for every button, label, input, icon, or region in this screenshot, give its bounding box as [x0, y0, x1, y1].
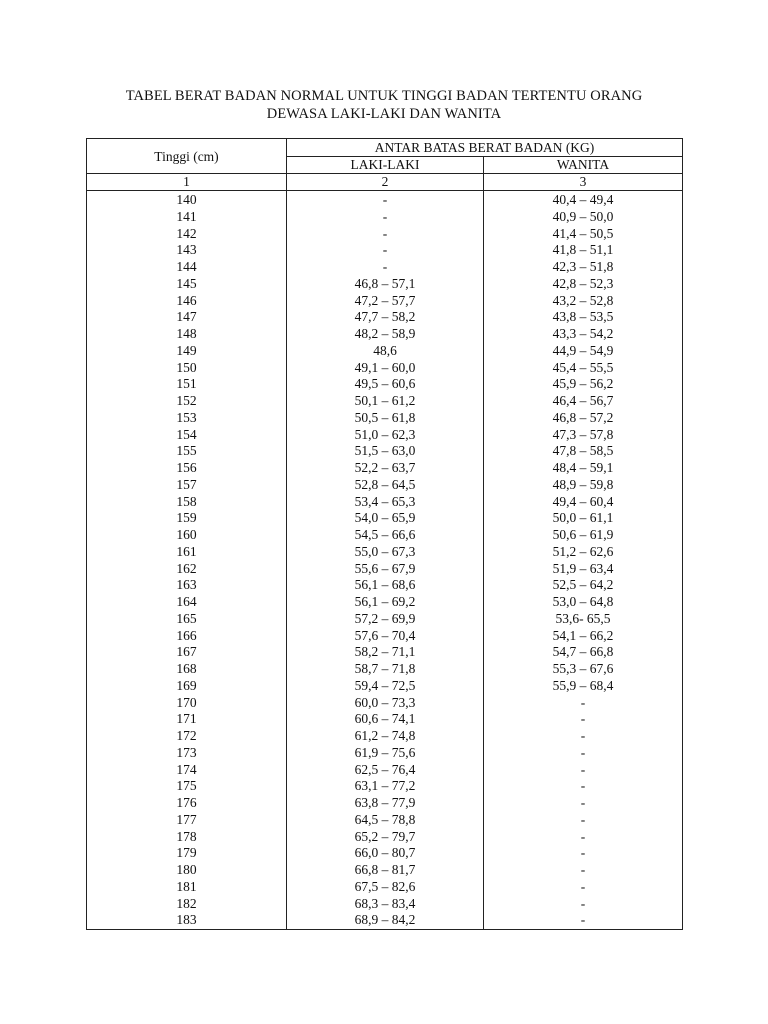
cell-female-range: - — [484, 862, 683, 879]
cell-height: 171 — [87, 711, 287, 728]
cell-female-range: 41,8 – 51,1 — [484, 242, 683, 259]
cell-height: 172 — [87, 728, 287, 745]
cell-male-range: 57,6 – 70,4 — [287, 628, 484, 645]
cell-height: 168 — [87, 661, 287, 678]
cell-female-range: 43,3 – 54,2 — [484, 326, 683, 343]
cell-height: 159 — [87, 510, 287, 527]
cell-female-range: - — [484, 795, 683, 812]
table-row — [87, 711, 683, 728]
cell-male-range: 57,2 – 69,9 — [287, 611, 484, 628]
cell-male-range: 62,5 – 76,4 — [287, 762, 484, 779]
cell-male-range: - — [287, 259, 484, 276]
table-row — [87, 293, 683, 310]
cell-height: 181 — [87, 879, 287, 896]
cell-male-range: 68,9 – 84,2 — [287, 912, 484, 929]
cell-height: 176 — [87, 795, 287, 812]
cell-male-range: 60,6 – 74,1 — [287, 711, 484, 728]
cell-height: 160 — [87, 527, 287, 544]
cell-height: 173 — [87, 745, 287, 762]
cell-height: 178 — [87, 829, 287, 846]
cell-female-range: 54,1 – 66,2 — [484, 628, 683, 645]
cell-female-range: 45,4 – 55,5 — [484, 360, 683, 377]
table-row — [87, 678, 683, 695]
table-row — [87, 778, 683, 795]
cell-height: 167 — [87, 644, 287, 661]
cell-male-range: 68,3 – 83,4 — [287, 896, 484, 913]
cell-female-range: 49,4 – 60,4 — [484, 494, 683, 511]
cell-female-range: 48,9 – 59,8 — [484, 477, 683, 494]
cell-female-range: - — [484, 896, 683, 913]
cell-female-range: 52,5 – 64,2 — [484, 577, 683, 594]
cell-height: 156 — [87, 460, 287, 477]
table-row — [87, 829, 683, 846]
cell-height: 162 — [87, 561, 287, 578]
cell-female-range: - — [484, 711, 683, 728]
cell-height: 144 — [87, 259, 287, 276]
cell-male-range: 46,8 – 57,1 — [287, 276, 484, 293]
cell-height: 157 — [87, 477, 287, 494]
cell-male-range: 58,7 – 71,8 — [287, 661, 484, 678]
header-height: Tinggi (cm) — [87, 139, 287, 174]
table-row — [87, 862, 683, 879]
cell-female-range: 53,0 – 64,8 — [484, 594, 683, 611]
table-row — [87, 209, 683, 226]
cell-male-range: 67,5 – 82,6 — [287, 879, 484, 896]
cell-male-range: 52,8 – 64,5 — [287, 477, 484, 494]
cell-female-range: 41,4 – 50,5 — [484, 226, 683, 243]
cell-height: 143 — [87, 242, 287, 259]
table-row — [87, 393, 683, 410]
table-row — [87, 460, 683, 477]
cell-male-range: 49,1 – 60,0 — [287, 360, 484, 377]
table-row — [87, 628, 683, 645]
cell-female-range: 47,8 – 58,5 — [484, 443, 683, 460]
header-col-number-3: 3 — [484, 174, 683, 191]
cell-female-range: 54,7 – 66,8 — [484, 644, 683, 661]
table-row — [87, 326, 683, 343]
cell-female-range: 42,8 – 52,3 — [484, 276, 683, 293]
cell-height: 152 — [87, 393, 287, 410]
table-row — [87, 544, 683, 561]
table-row — [87, 896, 683, 913]
cell-female-range: - — [484, 762, 683, 779]
cell-male-range: 56,1 – 69,2 — [287, 594, 484, 611]
cell-female-range: - — [484, 845, 683, 862]
cell-male-range: 48,2 – 58,9 — [287, 326, 484, 343]
cell-female-range: 40,4 – 49,4 — [484, 191, 683, 209]
table-row — [87, 594, 683, 611]
cell-male-range: 55,6 – 67,9 — [287, 561, 484, 578]
cell-female-range: 51,9 – 63,4 — [484, 561, 683, 578]
cell-female-range: - — [484, 728, 683, 745]
table-row — [87, 477, 683, 494]
cell-female-range: 43,2 – 52,8 — [484, 293, 683, 310]
table-row — [87, 912, 683, 929]
cell-male-range: 61,9 – 75,6 — [287, 745, 484, 762]
table-row — [87, 276, 683, 293]
cell-female-range: 55,9 – 68,4 — [484, 678, 683, 695]
header-female: WANITA — [484, 157, 683, 174]
cell-female-range: 50,0 – 61,1 — [484, 510, 683, 527]
cell-female-range: 55,3 – 67,6 — [484, 661, 683, 678]
cell-male-range: 64,5 – 78,8 — [287, 812, 484, 829]
cell-female-range: 47,3 – 57,8 — [484, 427, 683, 444]
cell-male-range: 49,5 – 60,6 — [287, 376, 484, 393]
table-row — [87, 845, 683, 862]
weight-table — [86, 138, 683, 930]
cell-female-range: 48,4 – 59,1 — [484, 460, 683, 477]
cell-male-range: 47,2 – 57,7 — [287, 293, 484, 310]
cell-height: 166 — [87, 628, 287, 645]
cell-male-range: 66,8 – 81,7 — [287, 862, 484, 879]
cell-height: 154 — [87, 427, 287, 444]
cell-male-range: - — [287, 209, 484, 226]
cell-male-range: - — [287, 191, 484, 209]
header-weight-range: ANTAR BATAS BERAT BADAN (KG) — [287, 139, 683, 157]
cell-male-range: 50,5 – 61,8 — [287, 410, 484, 427]
cell-male-range: 58,2 – 71,1 — [287, 644, 484, 661]
cell-height: 183 — [87, 912, 287, 929]
cell-male-range: - — [287, 226, 484, 243]
cell-height: 177 — [87, 812, 287, 829]
table-row — [87, 577, 683, 594]
cell-male-range: 60,0 – 73,3 — [287, 695, 484, 712]
cell-female-range: - — [484, 745, 683, 762]
cell-female-range: 45,9 – 56,2 — [484, 376, 683, 393]
table-row — [87, 360, 683, 377]
table-row — [87, 410, 683, 427]
cell-height: 151 — [87, 376, 287, 393]
table-row — [87, 259, 683, 276]
cell-female-range: 53,6- 65,5 — [484, 611, 683, 628]
cell-male-range: 50,1 – 61,2 — [287, 393, 484, 410]
cell-height: 165 — [87, 611, 287, 628]
cell-height: 145 — [87, 276, 287, 293]
cell-female-range: 46,8 – 57,2 — [484, 410, 683, 427]
header-col-number-1: 1 — [87, 174, 287, 191]
title-line-2: DEWASA LAKI-LAKI DAN WANITA — [266, 106, 502, 122]
cell-height: 140 — [87, 191, 287, 209]
table-row — [87, 762, 683, 779]
table-row — [87, 795, 683, 812]
cell-male-range: 47,7 – 58,2 — [287, 309, 484, 326]
cell-height: 174 — [87, 762, 287, 779]
table-row — [87, 376, 683, 393]
cell-male-range: 63,8 – 77,9 — [287, 795, 484, 812]
table-row — [87, 661, 683, 678]
table-row — [87, 443, 683, 460]
table-row — [87, 191, 683, 209]
cell-male-range: 59,4 – 72,5 — [287, 678, 484, 695]
cell-male-range: 54,5 – 66,6 — [287, 527, 484, 544]
cell-height: 163 — [87, 577, 287, 594]
cell-height: 180 — [87, 862, 287, 879]
cell-male-range: 65,2 – 79,7 — [287, 829, 484, 846]
title-line-1: TABEL BERAT BADAN NORMAL UNTUK TINGGI BADAN TERTENTU ORANG — [125, 88, 643, 104]
cell-height: 179 — [87, 845, 287, 862]
cell-female-range: - — [484, 695, 683, 712]
table-header — [87, 139, 683, 191]
cell-height: 170 — [87, 695, 287, 712]
cell-male-range: 66,0 – 80,7 — [287, 845, 484, 862]
cell-height: 150 — [87, 360, 287, 377]
cell-male-range: 51,5 – 63,0 — [287, 443, 484, 460]
table-row — [87, 812, 683, 829]
cell-female-range: 44,9 – 54,9 — [484, 343, 683, 360]
table-row — [87, 510, 683, 527]
cell-height: 141 — [87, 209, 287, 226]
cell-female-range: - — [484, 778, 683, 795]
cell-height: 169 — [87, 678, 287, 695]
cell-height: 146 — [87, 293, 287, 310]
cell-male-range: 63,1 – 77,2 — [287, 778, 484, 795]
cell-male-range: 56,1 – 68,6 — [287, 577, 484, 594]
cell-height: 153 — [87, 410, 287, 427]
cell-height: 182 — [87, 896, 287, 913]
cell-female-range: 43,8 – 53,5 — [484, 309, 683, 326]
table-row — [87, 494, 683, 511]
cell-male-range: 51,0 – 62,3 — [287, 427, 484, 444]
cell-male-range: 54,0 – 65,9 — [287, 510, 484, 527]
table-row — [87, 728, 683, 745]
table-row — [87, 611, 683, 628]
cell-male-range: 55,0 – 67,3 — [287, 544, 484, 561]
table-row — [87, 242, 683, 259]
cell-height: 164 — [87, 594, 287, 611]
header-col-number-2: 2 — [287, 174, 484, 191]
cell-male-range: - — [287, 242, 484, 259]
cell-male-range: 52,2 – 63,7 — [287, 460, 484, 477]
cell-female-range: - — [484, 879, 683, 896]
table-row — [87, 695, 683, 712]
table-body — [87, 191, 683, 930]
table-row — [87, 561, 683, 578]
cell-height: 175 — [87, 778, 287, 795]
cell-female-range: 42,3 – 51,8 — [484, 259, 683, 276]
cell-male-range: 53,4 – 65,3 — [287, 494, 484, 511]
table-row — [87, 343, 683, 360]
cell-height: 147 — [87, 309, 287, 326]
table-row — [87, 226, 683, 243]
cell-height: 142 — [87, 226, 287, 243]
table-row — [87, 309, 683, 326]
cell-female-range: 51,2 – 62,6 — [484, 544, 683, 561]
cell-female-range: - — [484, 912, 683, 929]
table-row — [87, 527, 683, 544]
table-row — [87, 427, 683, 444]
cell-height: 155 — [87, 443, 287, 460]
table-row — [87, 879, 683, 896]
cell-height: 149 — [87, 343, 287, 360]
cell-male-range: 48,6 — [287, 343, 484, 360]
cell-female-range: 46,4 – 56,7 — [484, 393, 683, 410]
table-row — [87, 745, 683, 762]
cell-female-range: 50,6 – 61,9 — [484, 527, 683, 544]
table-row — [87, 644, 683, 661]
cell-female-range: - — [484, 829, 683, 846]
cell-male-range: 61,2 – 74,8 — [287, 728, 484, 745]
cell-female-range: 40,9 – 50,0 — [484, 209, 683, 226]
header-male: LAKI-LAKI — [287, 157, 484, 174]
cell-height: 148 — [87, 326, 287, 343]
cell-female-range: - — [484, 812, 683, 829]
document-title — [0, 87, 768, 123]
cell-height: 158 — [87, 494, 287, 511]
cell-height: 161 — [87, 544, 287, 561]
